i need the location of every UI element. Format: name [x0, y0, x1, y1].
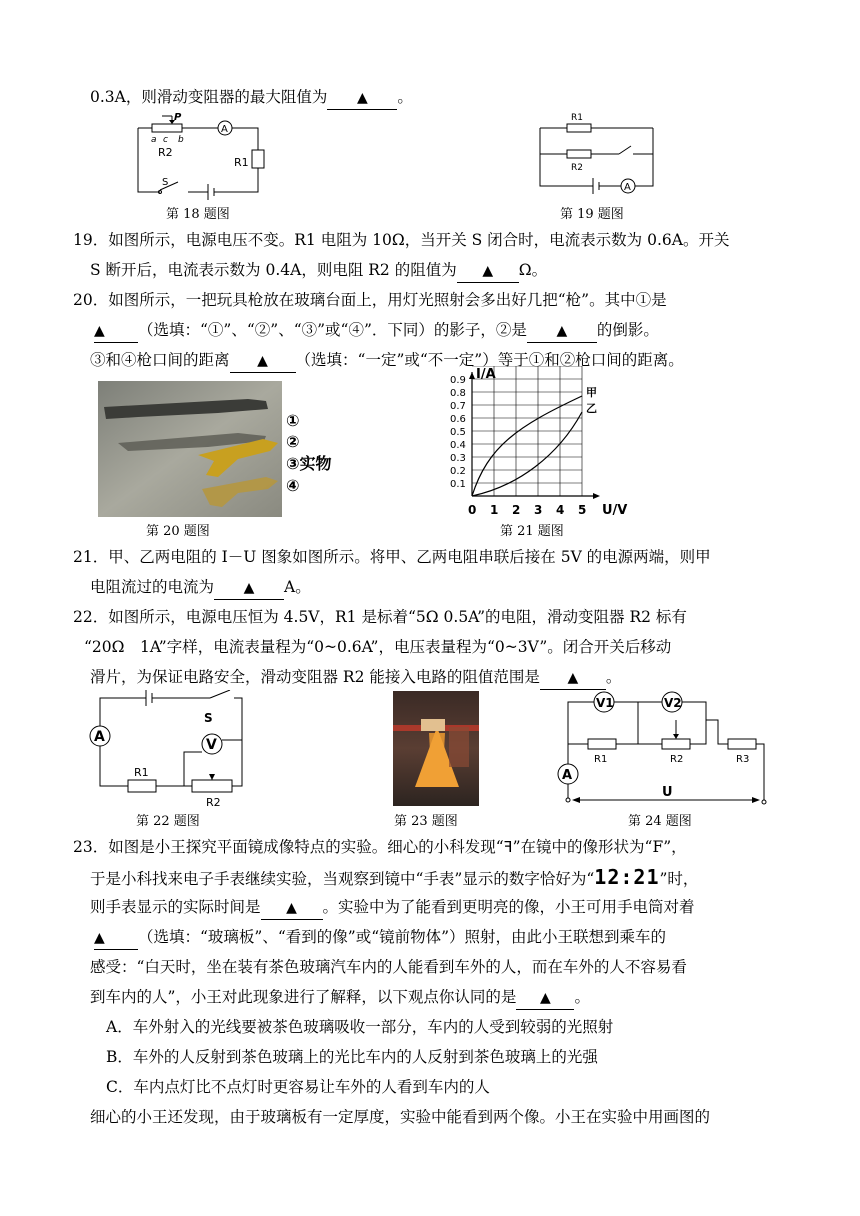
figure-24-caption: 第 24 题图 — [628, 814, 692, 829]
svg-text:U: U — [662, 785, 673, 800]
answer-blank[interactable]: ▲ — [327, 86, 397, 110]
svg-text:R2: R2 — [206, 796, 221, 808]
question-22-line2: “20Ω 1A”字样，电流表量程为“0~0.6A”，电压表量程为“0~3V”。闭合开关后移动 — [84, 638, 672, 656]
figure-22-circuit — [88, 690, 258, 808]
y-tick-label: 0.3 — [450, 453, 466, 464]
svg-text:R1: R1 — [571, 113, 583, 123]
answer-blank[interactable]: ▲ — [230, 349, 296, 373]
svg-text:A: A — [562, 768, 573, 783]
series-jia-label: 甲 — [586, 386, 597, 399]
x-tick-label: 2 — [512, 503, 521, 517]
figure-20-caption: 第 20 题图 — [146, 524, 210, 539]
svg-text:④: ④ — [286, 476, 300, 495]
svg-text:R2: R2 — [670, 754, 684, 765]
svg-text:c: c — [163, 135, 168, 145]
y-tick-label: 0.8 — [450, 388, 466, 399]
figure-18-circuit — [130, 110, 270, 202]
series-jia-curve — [472, 396, 582, 496]
question-22-line3: 滑片，为保证电路安全，滑动变阻器 R2 能接入电路的阻值范围是 ▲ 。 — [90, 662, 621, 692]
figure-21-chart — [448, 366, 638, 520]
y-tick-label: 0.7 — [450, 401, 466, 412]
figure-19-caption: 第 19 题图 — [560, 207, 624, 222]
option-a[interactable]: A．车外射入的光线要被茶色玻璃吸收一部分，车内的人受到较弱的光照射 — [106, 1018, 614, 1036]
question-22: 22．如图所示，电源电压恒为 4.5V，R1 是标着“5Ω 0.5A”的电阻，滑动变阻器 R2 标有 — [73, 608, 687, 626]
figure-23-caption: 第 23 题图 — [394, 814, 458, 829]
x-tick-label: 1 — [490, 503, 499, 517]
question-23-line2: 于是小科找来电子手表继续实验，当观察到镜中“手表”显示的数字恰好为“12:21”时， — [90, 865, 699, 889]
question-23-line4: ▲ （选填：“玻璃板”、“看到的像”或“镜前物体”）照射，由此小王联想到乘车的 — [94, 922, 666, 952]
question-23-tail: 细心的小王还发现，由于玻璃板有一定厚度，实验中能看到两个像。小王在实验中用画图的 — [90, 1108, 711, 1126]
digital-clock: 12:21 — [594, 865, 660, 889]
question-21: 21．甲、乙两电阻的 I－U 图象如图所示。将甲、乙两电阻串联后接在 5V 的电源两端，则甲 — [73, 548, 711, 566]
y-tick-label: 0.4 — [450, 440, 466, 451]
svg-text:V2: V2 — [664, 696, 682, 710]
question-21-line2: 电阻流过的电流为 ▲ A。 — [90, 572, 311, 602]
svg-text:V1: V1 — [596, 696, 614, 710]
svg-text:R3: R3 — [736, 754, 750, 765]
figure-18-caption: 第 18 题图 — [166, 207, 230, 222]
svg-text:R2: R2 — [158, 146, 173, 159]
y-tick-label: 0.2 — [450, 466, 466, 477]
question-20: 20．如图所示，一把玩具枪放在玻璃台面上，用灯光照射会多出好几把“枪”。其中①是 — [73, 291, 667, 309]
series-yi-label: 乙 — [586, 402, 597, 415]
figure-22-caption: 第 22 题图 — [136, 814, 200, 829]
answer-blank[interactable]: ▲ — [214, 576, 284, 600]
figure-20-photo — [98, 381, 344, 517]
figure-19-circuit — [535, 108, 660, 198]
question-20-line2: ▲ （选填：“①”、“②”、“③”或“④”．下同）的影子，②是 ▲ 的倒影。 — [94, 315, 659, 345]
svg-text:③实物: ③实物 — [286, 454, 332, 473]
x-tick-label: 0 — [468, 503, 477, 517]
y-tick-label: 0.6 — [450, 414, 466, 425]
answer-blank[interactable]: ▲ — [527, 319, 597, 343]
svg-text:S: S — [204, 711, 213, 725]
series-yi-curve — [472, 412, 582, 496]
question-23-line5: 感受：“白天时，坐在装有茶色玻璃汽车内的人能看到车外的人，而在车外的人不容易看 — [90, 958, 687, 976]
figure-24-circuit — [552, 690, 772, 808]
svg-text:A: A — [221, 124, 228, 135]
svg-text:A: A — [94, 729, 105, 745]
svg-text:②: ② — [286, 432, 300, 451]
option-c[interactable]: C．车内点灯比不点灯时更容易让车外的人看到车内的人 — [106, 1078, 490, 1096]
x-axis-label: U/V — [602, 503, 628, 518]
svg-text:R1: R1 — [594, 754, 608, 765]
answer-blank[interactable]: ▲ — [261, 896, 323, 920]
svg-text:P: P — [174, 112, 182, 123]
figure-23-photo — [393, 691, 479, 806]
answer-blank[interactable]: ▲ — [94, 926, 138, 950]
x-tick-label: 5 — [578, 503, 587, 517]
y-tick-label: 0.9 — [450, 375, 466, 386]
x-tick-label: 4 — [556, 503, 565, 517]
answer-blank[interactable]: ▲ — [540, 666, 606, 690]
question-20-line3: ③和④枪口间的距离 ▲ （选填：“一定”或“不一定”）等于①和②枪口间的距离。 — [90, 345, 684, 375]
mirror-glyph: ꟻ — [503, 838, 513, 856]
svg-text:A: A — [624, 182, 631, 193]
figure-21-caption: 第 21 题图 — [500, 524, 564, 539]
q18-tail: 0.3A，则滑动变阻器的最大阻值为 ▲ 。 — [90, 82, 413, 112]
question-23-line3: 则手表显示的实际时间是 ▲ 。实验中为了能看到更明亮的像，小王可用手电筒对着 — [90, 892, 695, 922]
svg-text:R1: R1 — [134, 766, 149, 779]
y-axis-label: I/A — [476, 367, 496, 382]
answer-blank[interactable]: ▲ — [516, 986, 574, 1010]
svg-text:R1: R1 — [234, 156, 249, 169]
x-tick-label: 3 — [534, 503, 543, 517]
svg-text:R2: R2 — [571, 163, 583, 173]
svg-text:V: V — [206, 737, 217, 753]
svg-text:b: b — [178, 135, 184, 145]
svg-text:S: S — [162, 177, 169, 188]
question-19: 19．如图所示，电源电压不变。R1 电阻为 10Ω，当开关 S 闭合时，电流表示数为 0.6A。开关 — [73, 231, 730, 249]
option-b[interactable]: B．车外的人反射到茶色玻璃上的光比车内的人反射到茶色玻璃上的光强 — [106, 1048, 598, 1066]
question-19-line2: S 断开后，电流表示数为 0.4A，则电阻 R2 的阻值为 ▲ Ω。 — [90, 255, 547, 285]
y-tick-label: 0.1 — [450, 479, 466, 490]
svg-text:a: a — [151, 135, 157, 145]
question-23-line6: 到车内的人”，小王对此现象进行了解释，以下观点你认同的是 ▲ 。 — [90, 982, 590, 1012]
answer-blank[interactable]: ▲ — [457, 259, 519, 283]
svg-text:①: ① — [286, 411, 300, 430]
y-tick-label: 0.5 — [450, 427, 466, 438]
answer-blank[interactable]: ▲ — [94, 319, 138, 343]
question-23: 23．如图是小王探究平面镜成像特点的实验。细心的小科发现“ꟻ”在镜中的像形状为“F”， — [73, 838, 687, 856]
